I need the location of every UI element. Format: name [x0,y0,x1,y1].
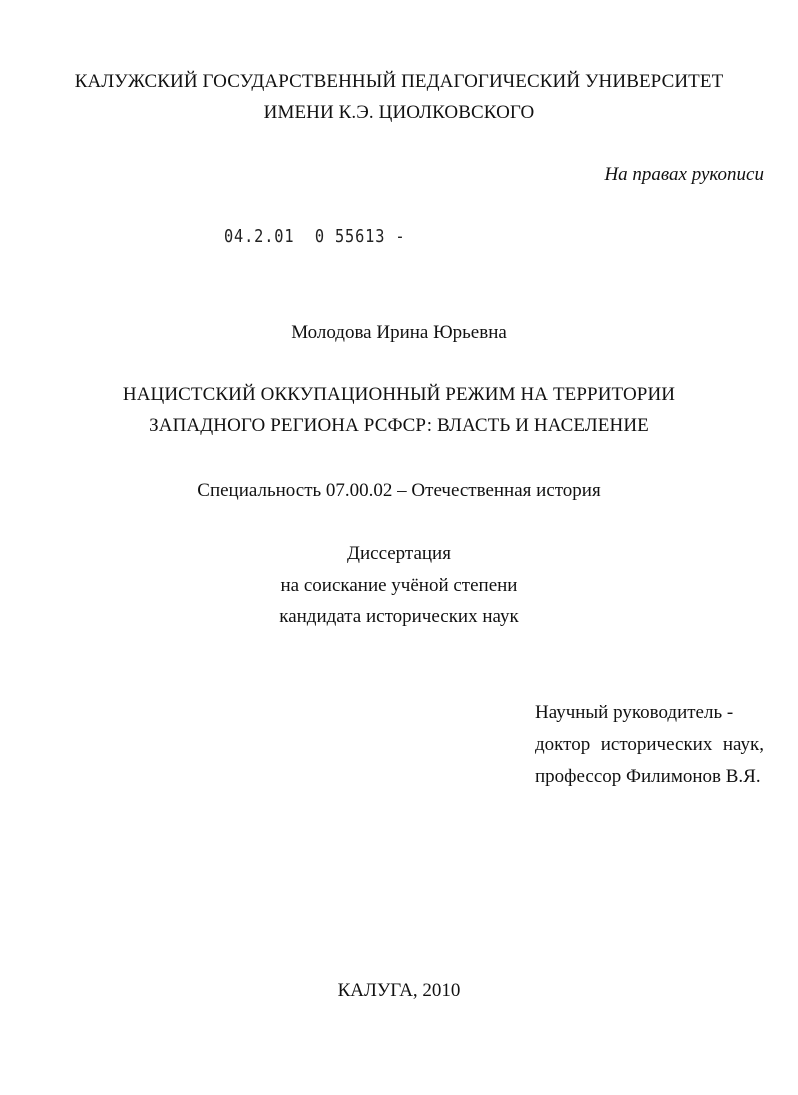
archive-stamp [224,226,405,248]
stamp-code-left: 04.2.01 [224,226,295,247]
thesis-title-line1: НАЦИСТСКИЙ ОККУПАЦИОННЫЙ РЕЖИМ НА ТЕРРИТОРИИ [122,384,676,405]
university-name-line2: ИМЕНИ К.Э. ЦИОЛКОВСКОГО [263,102,535,123]
stamp-code-right: 0 55613 - [314,226,406,247]
specialty: Специальность 07.00.02 – Отечественная история [197,480,601,501]
university-name-line1: КАЛУЖСКИЙ ГОСУДАРСТВЕННЫЙ ПЕДАГОГИЧЕСКИЙ УНИВЕРСИТЕТ [74,71,724,92]
supervisor-role: Научный руководитель - [535,702,734,723]
city-year: КАЛУГА, 2010 [337,980,461,1001]
author-name: Молодова Ирина Юрьевна [291,322,507,343]
dissertation-line1: Диссертация [347,543,451,564]
supervisor-block [535,697,764,793]
dissertation-line3: кандидата исторических наук [279,606,519,627]
manuscript-note: На правах рукописи [604,164,764,185]
supervisor-name: профессор Филимонов В.Я. [535,766,761,787]
thesis-title-line2: ЗАПАДНОГО РЕГИОНА РСФСР: ВЛАСТЬ И НАСЕЛЕНИЕ [149,415,649,436]
supervisor-degree: доктор исторических наук, [535,734,764,755]
dissertation-line2: на соискание учёной степени [280,575,518,596]
